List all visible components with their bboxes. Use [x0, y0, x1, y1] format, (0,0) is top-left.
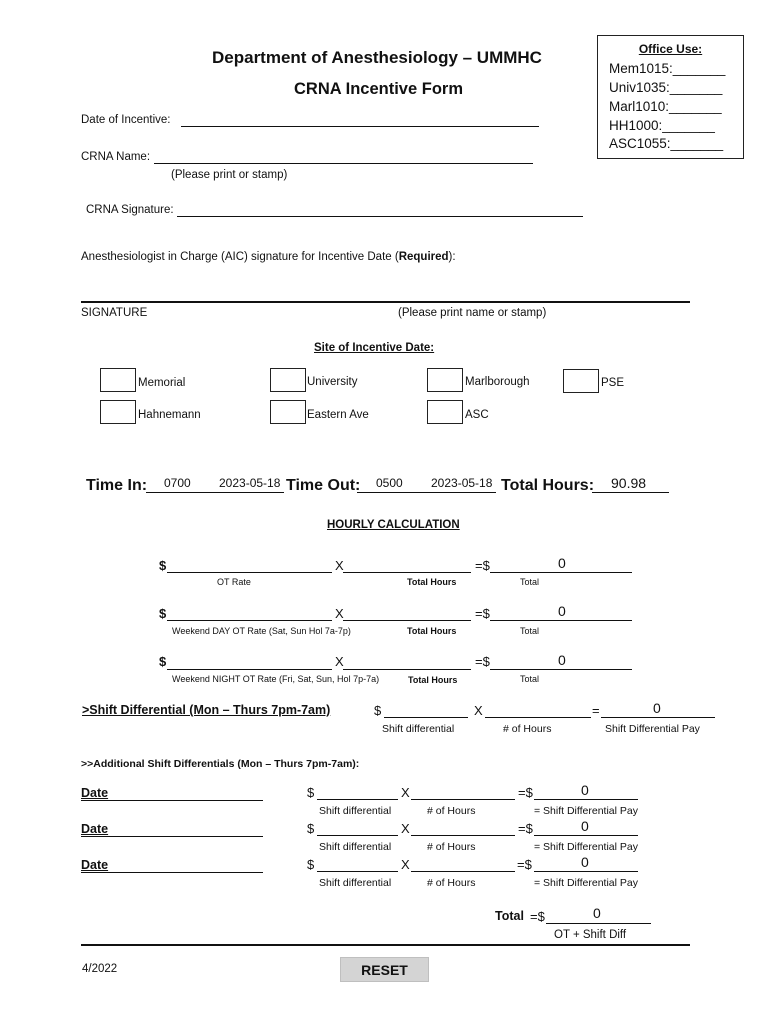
aic-label-required: Required: [398, 251, 449, 263]
site-label-pse: PSE: [601, 377, 625, 389]
weekend-day-dollar: $: [159, 606, 167, 621]
add-times: X: [401, 857, 410, 872]
ot-total-label: Total: [520, 577, 540, 587]
time-out-label: Time Out:: [286, 477, 361, 494]
total-label: Total: [495, 909, 524, 923]
checkbox-asc[interactable]: [427, 400, 463, 424]
add-date-label: Date: [81, 786, 109, 800]
shift-diff-pay-value: 0: [653, 700, 661, 716]
add-hours-field[interactable]: [411, 871, 515, 872]
total-eq: =$: [530, 909, 545, 924]
shift-diff-hours-field[interactable]: [485, 717, 591, 718]
weekend-day-hours-label: Total Hours: [407, 626, 457, 636]
add-pay-value: 0: [581, 818, 589, 834]
weekend-night-hours-field[interactable]: [343, 669, 471, 670]
shift-diff-pay-field[interactable]: [601, 717, 715, 718]
office-use-title: Office Use:: [638, 42, 703, 56]
shift-diff-eq: =: [592, 703, 600, 718]
site-label-eastern-ave: Eastern Ave: [307, 409, 369, 421]
add-rate-field[interactable]: [317, 835, 398, 836]
add-eq: =$: [518, 821, 533, 836]
office-use-row[interactable]: ASC1055:_______: [609, 136, 724, 151]
shift-diff-rate-label: Shift differential: [382, 723, 455, 735]
add-pay-label: = Shift Differential Pay: [534, 841, 638, 853]
crna-signature-label: CRNA Signature:: [86, 204, 174, 216]
reset-button[interactable]: RESET: [340, 957, 429, 982]
site-title: Site of Incentive Date:: [314, 342, 435, 354]
add-date-field[interactable]: [81, 800, 263, 801]
time-in-value: 0700: [164, 476, 191, 490]
time-out-date: 2023-05-18: [431, 476, 493, 490]
add-dollar: $: [307, 785, 315, 800]
add-pay-value: 0: [581, 782, 589, 798]
shift-diff-times: X: [474, 703, 483, 718]
crna-name-hint: (Please print or stamp): [171, 169, 288, 181]
shift-diff-pay-label: Shift Differential Pay: [605, 723, 700, 735]
weekend-day-times: X: [335, 606, 344, 621]
crna-signature-field[interactable]: [177, 216, 583, 217]
signature-hint: (Please print name or stamp): [398, 307, 547, 319]
ot-total-field[interactable]: [490, 572, 632, 573]
office-use-box: [597, 35, 744, 159]
weekend-night-total-field[interactable]: [490, 669, 632, 670]
site-label-hahnemann: Hahnemann: [138, 409, 201, 421]
ot-hours-label: Total Hours: [407, 577, 457, 587]
weekend-day-total-field[interactable]: [490, 620, 632, 621]
add-rate-field[interactable]: [317, 871, 398, 872]
add-dollar: $: [307, 857, 315, 872]
add-eq: =$: [518, 785, 533, 800]
add-date-field[interactable]: [81, 836, 263, 837]
office-use-row[interactable]: Mem1015:_______: [609, 61, 726, 76]
weekend-night-total-label: Total: [520, 674, 540, 684]
checkbox-hahnemann[interactable]: [100, 400, 136, 424]
weekend-day-rate-label: Weekend DAY OT Rate (Sat, Sun Hol 7a-7p): [172, 626, 351, 636]
shift-diff-label: >Shift Differential (Mon – Thurs 7pm-7am): [82, 703, 331, 717]
add-date-field[interactable]: [81, 872, 263, 873]
add-rate-label: Shift differential: [319, 841, 392, 853]
time-out-field[interactable]: [357, 492, 496, 493]
add-hours-label: # of Hours: [427, 841, 476, 853]
add-rate-field[interactable]: [317, 799, 398, 800]
add-eq: =$: [517, 857, 532, 872]
add-pay-value: 0: [581, 854, 589, 870]
hourly-calc-title: HOURLY CALCULATION: [327, 519, 460, 531]
add-hours-field[interactable]: [411, 835, 515, 836]
footer-divider: [81, 944, 690, 946]
weekend-day-eq: =$: [475, 606, 490, 621]
checkbox-marlborough[interactable]: [427, 368, 463, 392]
total-hours-field[interactable]: [592, 492, 669, 493]
add-hours-label: # of Hours: [427, 877, 476, 889]
aic-signature-line[interactable]: [81, 301, 690, 303]
site-label-asc: ASC: [465, 409, 489, 421]
time-in-date: 2023-05-18: [219, 476, 281, 490]
add-rate-label: Shift differential: [319, 877, 392, 889]
shift-diff-rate-field[interactable]: [384, 717, 468, 718]
crna-name-field[interactable]: [154, 163, 533, 164]
weekend-night-rate-field[interactable]: [167, 669, 332, 670]
weekend-night-eq: =$: [475, 654, 490, 669]
additional-title: >>Additional Shift Differentials (Mon – Thurs 7pm-7am):: [81, 758, 360, 770]
site-label-marlborough: Marlborough: [465, 376, 530, 388]
add-hours-label: # of Hours: [427, 805, 476, 817]
shift-diff-hours-label: # of Hours: [503, 723, 552, 735]
checkbox-pse[interactable]: [563, 369, 599, 393]
ot-total-value: 0: [558, 555, 566, 571]
weekend-night-total-value: 0: [558, 652, 566, 668]
department-title: Department of Anesthesiology – UMMHC: [212, 48, 542, 67]
aic-label-pre: Anesthesiologist in Charge (AIC) signature for Incentive Date (: [81, 251, 399, 263]
add-dollar: $: [307, 821, 315, 836]
add-pay-label: = Shift Differential Pay: [534, 805, 638, 817]
add-times: X: [401, 785, 410, 800]
ot-times: X: [335, 558, 344, 573]
ot-dollar: $: [159, 558, 167, 573]
aic-label-post: ):: [448, 251, 456, 263]
ot-eq: =$: [475, 558, 490, 573]
date-of-incentive-field[interactable]: [181, 126, 539, 127]
time-out-value: 0500: [376, 476, 403, 490]
time-in-field[interactable]: [146, 492, 284, 493]
date-of-incentive-label: Date of Incentive:: [81, 114, 171, 126]
add-rate-label: Shift differential: [319, 805, 392, 817]
signature-label: SIGNATURE: [81, 307, 148, 319]
weekend-night-times: X: [335, 654, 344, 669]
weekend-night-hours-label: Total Hours: [408, 675, 458, 685]
checkbox-university[interactable]: [270, 368, 306, 392]
total-hours-label: Total Hours:: [501, 477, 595, 494]
ot-rate-field[interactable]: [167, 572, 332, 573]
checkbox-memorial[interactable]: [100, 368, 136, 392]
ot-rate-label: OT Rate: [217, 577, 251, 587]
total-sub-label: OT + Shift Diff: [554, 929, 627, 941]
weekend-night-rate-label: Weekend NIGHT OT Rate (Fri, Sat, Sun, Hol 7p-7a): [172, 674, 380, 684]
site-label-memorial: Memorial: [138, 377, 186, 389]
total-value: 0: [593, 905, 601, 921]
add-times: X: [401, 821, 410, 836]
add-pay-field[interactable]: [534, 799, 638, 800]
add-pay-label: = Shift Differential Pay: [534, 877, 638, 889]
crna-name-label: CRNA Name:: [81, 151, 151, 163]
add-date-label: Date: [81, 858, 109, 872]
office-use-row[interactable]: HH1000:_______: [609, 118, 715, 133]
office-use-row[interactable]: Marl1010:_______: [609, 99, 722, 114]
add-pay-field[interactable]: [534, 871, 638, 872]
add-pay-field[interactable]: [534, 835, 638, 836]
site-label-university: University: [307, 376, 358, 388]
ot-hours-field[interactable]: [343, 572, 471, 573]
shift-diff-dollar: $: [374, 703, 382, 718]
total-hours-value: 90.98: [611, 475, 647, 491]
form-version: 4/2022: [82, 963, 118, 975]
weekend-day-total-label: Total: [520, 626, 540, 636]
weekend-night-dollar: $: [159, 654, 167, 669]
weekend-day-total-value: 0: [558, 603, 566, 619]
form-title: CRNA Incentive Form: [294, 80, 463, 98]
total-field[interactable]: [546, 923, 651, 924]
weekend-day-rate-field[interactable]: [167, 620, 332, 621]
add-hours-field[interactable]: [411, 799, 515, 800]
weekend-day-hours-field[interactable]: [343, 620, 471, 621]
add-date-label: Date: [81, 822, 109, 836]
checkbox-eastern-ave[interactable]: [270, 400, 306, 424]
time-in-label: Time In:: [86, 477, 148, 494]
office-use-row[interactable]: Univ1035:_______: [609, 80, 723, 95]
aic-signature-label: [81, 251, 456, 263]
